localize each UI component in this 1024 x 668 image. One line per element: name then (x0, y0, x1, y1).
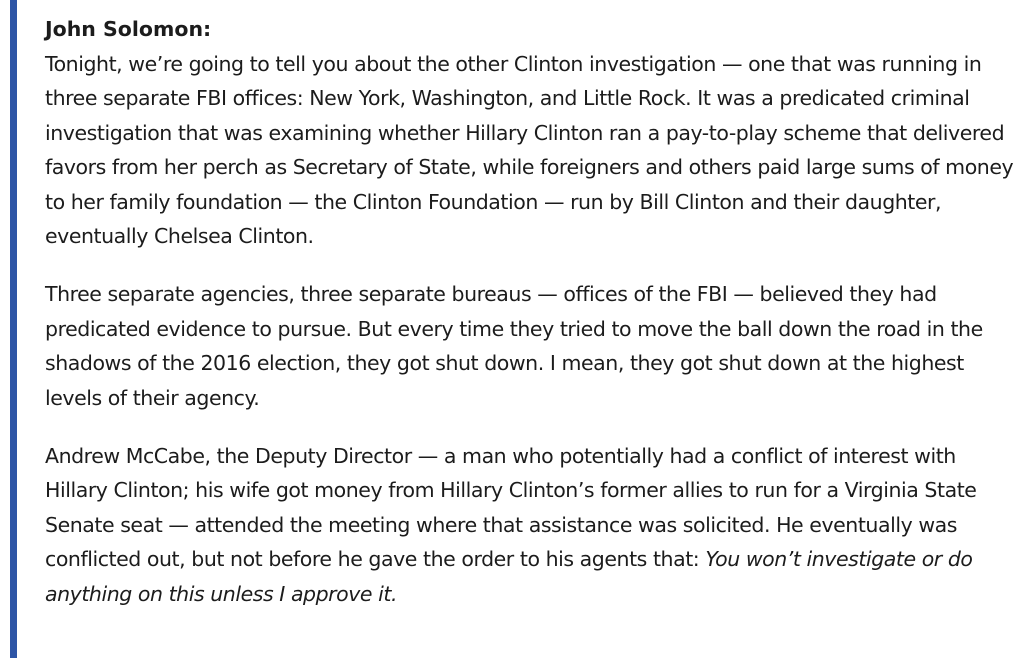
quote-paragraph-3-text: Andrew McCabe, the Deputy Director — a man who potentially had a conflict of interest with Hillary Clinton; his wife got money from Hillary Clinton’s former allies to run for a Virginia State Senate seat — attended the meeting where that assistance was solicited. He eventually was conflicted out, but not before he gave the order to his agents that: (45, 443, 977, 571)
quote-paragraph-2: Three separate agencies, three separate bureaus — offices of the FBI — believed they had predicated evidence to pursue. But every time they tried to move the ball down the road in the shadows of the 2016 election, they got shut down. I mean, they got shut down at the highest levels of their agency. (45, 282, 983, 410)
speaker-name: John Solomon: (45, 17, 212, 41)
blockquote (10, 0, 1024, 658)
quote-paragraph-3 (45, 439, 1016, 612)
quote-paragraph-1: Tonight, we’re going to tell you about the other Clinton investigation — one that was running in three separate FBI offices: New York, Washington, and Little Rock. It was a predicated criminal investigation that was examining whether Hillary Clinton ran a pay-to-play scheme that delivered favors from her perch as Secretary of State, while foreigners and others paid large sums of money to her family foundation — the Clinton Foundation — run by Bill Clinton and their daughter, eventually Chelsea Clinton. (45, 51, 1014, 248)
italic-quote: You won’t investigate or do anything on this unless I approve it. (45, 547, 973, 606)
